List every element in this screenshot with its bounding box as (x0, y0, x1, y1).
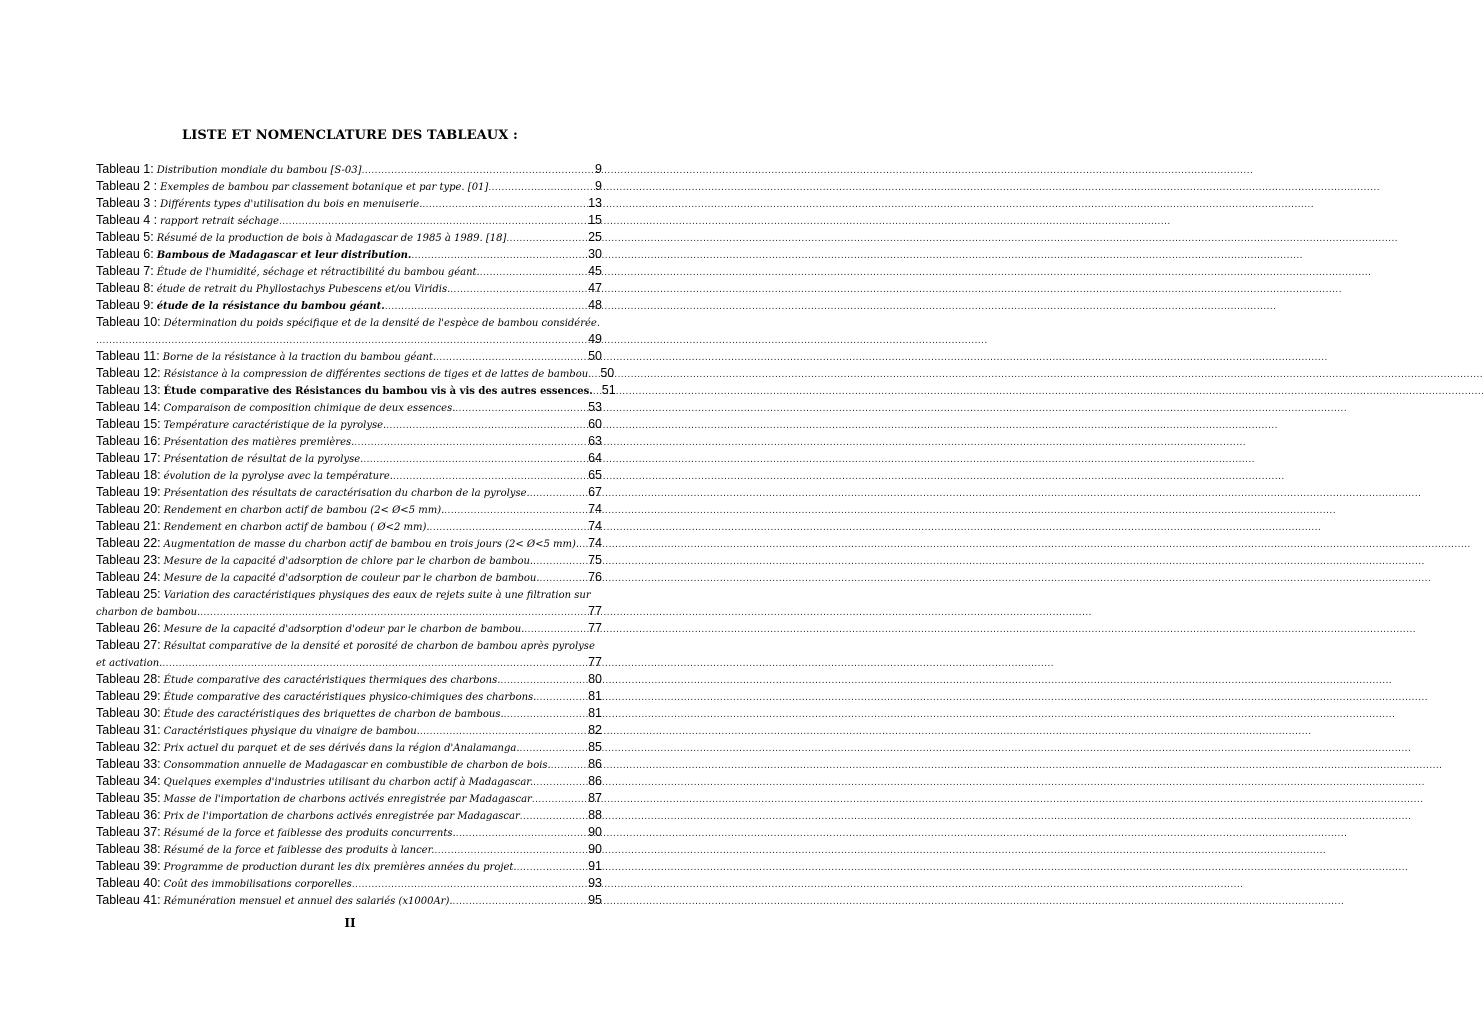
toc-entry-page: 15 (588, 213, 602, 227)
toc-entry-page: 80 (588, 672, 602, 686)
toc-leader-dots (530, 488, 587, 499)
toc-entry-title-continued: charbon de bambou. (96, 607, 201, 618)
toc-entry-page: 85 (588, 740, 602, 754)
toc-entry[interactable] (96, 638, 602, 672)
toc-entry-title: Présentation de résultat de la pyrolyse. (163, 454, 364, 465)
toc-entry-page: 81 (588, 689, 602, 703)
toc-entry[interactable] (96, 349, 602, 366)
toc-entry-title: Augmentation de masse du charbon actif de bambou en trois jours (2< Ø<5 mm). (163, 539, 580, 550)
toc-leader-dots (520, 811, 587, 822)
toc-entry-label: Tableau 3 : (96, 196, 158, 210)
toc-entry[interactable] (96, 434, 602, 451)
toc-leader-dots (517, 862, 588, 873)
toc-entry[interactable] (96, 400, 602, 417)
toc-leader-dots (500, 675, 587, 686)
toc-entry-page: 88 (588, 808, 602, 822)
toc-entry[interactable] (96, 502, 602, 519)
toc-entry-page: 50 (600, 366, 615, 380)
toc-entry-label: Tableau 35: (96, 791, 161, 805)
toc-leader-dots (436, 352, 587, 363)
toc-leader-dots (456, 828, 587, 839)
toc-entry-title: Prix actuel du parquet et de ses dérivés dans la région d'Analamanga. (163, 743, 520, 754)
toc-leader-dots (352, 879, 587, 890)
toc-entry-label: Tableau 20: (96, 502, 161, 516)
toc-leader-dots (551, 760, 587, 771)
toc-entry[interactable] (96, 706, 602, 723)
toc-leader-dots (536, 692, 587, 703)
toc-leader-dots (453, 896, 588, 907)
toc-entry-label: Tableau 32: (96, 740, 161, 754)
toc-entry-page: 77 (588, 655, 602, 669)
toc-entry[interactable] (96, 740, 602, 757)
toc-entry-page: 13 (588, 196, 602, 210)
toc-entry[interactable] (96, 213, 602, 230)
toc-entry-label: Tableau 27: (96, 638, 161, 652)
toc-entry-page: 74 (588, 536, 602, 550)
toc-entry-label: Tableau 33: (96, 757, 161, 771)
toc-entry[interactable] (96, 825, 602, 842)
toc-entry[interactable] (96, 162, 602, 179)
toc-entry-label: Tableau 14: (96, 400, 161, 414)
toc-entry-title: Bambous de Madagascar et leur distribution. (156, 250, 412, 261)
toc-entry-label: Tableau 18: (96, 468, 161, 482)
toc-entry-page: 90 (588, 842, 602, 856)
toc-entry[interactable] (96, 196, 602, 213)
toc-leader-dots (532, 794, 587, 805)
toc-entry-title: Rendement en charbon actif de bambou (2< Ø<5 mm). (163, 505, 445, 516)
toc-entry-page: 25 (588, 230, 602, 244)
toc-entry[interactable] (96, 672, 602, 689)
toc-entry-label: Tableau 39: (96, 859, 161, 873)
toc-entry-label: Tableau 36: (96, 808, 161, 822)
toc-entry-title: Distribution mondiale du bambou [S-03] (156, 165, 362, 176)
toc-entry-page: 45 (588, 264, 602, 278)
toc-entry-title: rapport retrait séchage (160, 216, 279, 227)
toc-entry-title: Coût des immobilisations corporelles (163, 879, 352, 890)
toc-leader-dots (386, 420, 587, 431)
toc-entry-title: Mesure de la capacité d'adsorption de couleur par le charbon de bambou. (163, 573, 540, 584)
toc-entry-label: Tableau 25: (96, 587, 161, 601)
toc-entry-title: Présentation des matières premières. (163, 437, 355, 448)
toc-entry-title: Programme de production durant les dix premières années du projet. (163, 862, 517, 873)
toc-leader-dots (506, 233, 587, 244)
toc-leader-dots (434, 845, 587, 856)
toc-entry-page: 64 (588, 451, 602, 465)
toc-entry-page: 95 (588, 893, 602, 907)
toc-entry-label: Tableau 24: (96, 570, 161, 584)
toc-entry-title: Variation des caractéristiques physiques des eaux de rejets suite à une filtration sur (163, 590, 591, 601)
table-list (96, 162, 616, 910)
toc-leader-dots (354, 437, 587, 448)
toc-entry-label: Tableau 11: (96, 349, 160, 363)
toc-entry-page: 91 (588, 859, 602, 873)
toc-entry[interactable] (96, 808, 602, 825)
toc-entry-title: Prix de l'importation de charbons activés enregistrée par Madagascar (163, 811, 520, 822)
toc-leader-dots (393, 471, 587, 482)
toc-entry-title: Consommation annuelle de Madagascar en combustible de charbon de bois. (163, 760, 551, 771)
toc-entry-title: évolution de la pyrolyse avec la température. (163, 471, 393, 482)
toc-entry-title: Caractéristiques physique du vinaigre de bambou. (163, 726, 420, 737)
toc-entry[interactable] (96, 570, 602, 587)
toc-entry[interactable] (96, 893, 602, 910)
toc-entry[interactable] (96, 485, 602, 502)
toc-entry[interactable] (96, 281, 602, 298)
toc-entry[interactable] (96, 536, 602, 553)
toc-entry-label: Tableau 30: (96, 706, 161, 720)
toc-entry-label: Tableau 38: (96, 842, 161, 856)
toc-leader-dots (411, 250, 587, 261)
toc-entry-page: 53 (588, 400, 602, 414)
toc-entry-page: 9 (595, 162, 602, 176)
toc-entry-title: Étude de l'humidité, séchage et rétractibilité du bambou géant. (156, 267, 480, 278)
toc-entry[interactable] (96, 366, 615, 383)
toc-entry-label: Tableau 4 : (96, 213, 158, 227)
toc-leader-dots (488, 182, 594, 193)
toc-entry-page: 86 (588, 774, 602, 788)
toc-entry[interactable] (96, 315, 602, 349)
toc-leader-dots (593, 386, 601, 397)
toc-entry-label: Tableau 41: (96, 893, 161, 907)
toc-entry-label: Tableau 2 : (96, 179, 158, 193)
toc-entry-page: 77 (588, 621, 602, 635)
toc-entry-label: Tableau 40: (96, 876, 161, 890)
toc-entry[interactable] (96, 859, 602, 876)
toc-leader-dots (591, 369, 599, 380)
toc-entry-label: Tableau 21: (96, 519, 161, 533)
toc-entry-page: 77 (588, 604, 602, 618)
toc-entry-page: 48 (588, 298, 602, 312)
toc-entry[interactable] (96, 723, 602, 740)
toc-entry[interactable] (96, 247, 602, 264)
toc-entry-page: 74 (588, 502, 602, 516)
toc-leader-dots (450, 284, 587, 295)
toc-entry-title: Température caractéristique de la pyrolyse. (163, 420, 387, 431)
toc-entry-title: Étude comparative des caractéristiques thermiques des charbons. (163, 675, 501, 686)
toc-entry-title: Mesure de la capacité d'adsorption d'odeur par le charbon de bambou. (163, 624, 525, 635)
page-number: II (344, 916, 356, 930)
toc-entry-title: Masse de l'importation de charbons activés enregistrée par Madagascar (163, 794, 532, 805)
toc-entry[interactable] (96, 774, 602, 791)
toc-entry[interactable] (96, 621, 602, 638)
toc-leader-dots (200, 607, 587, 618)
toc-entry[interactable] (96, 842, 602, 859)
toc-entry-label: Tableau 31: (96, 723, 161, 737)
toc-entry-page: 30 (588, 247, 602, 261)
toc-entry-label: Tableau 13: (96, 383, 161, 397)
toc-leader-dots (420, 726, 587, 737)
toc-entry-page: 74 (588, 519, 602, 533)
toc-leader-dots (540, 573, 588, 584)
toc-entry[interactable] (96, 298, 602, 315)
toc-entry[interactable] (96, 230, 602, 247)
toc-entry-title: Étude comparative des caractéristiques physico-chimiques des charbons. (163, 692, 537, 703)
toc-entry-title: Présentation des résultats de caractérisation du charbon de la pyrolyse. (163, 488, 530, 499)
toc-entry-label: Tableau 34: (96, 774, 161, 788)
toc-entry-label: Tableau 28: (96, 672, 161, 686)
toc-entry-title: Rémunération mensuel et annuel des salariés (x1000Ar). (163, 896, 453, 907)
toc-entry[interactable] (96, 417, 602, 434)
toc-entry-label: Tableau 12: (96, 366, 161, 380)
toc-entry[interactable] (96, 876, 602, 893)
toc-leader-dots (533, 777, 587, 788)
toc-entry[interactable] (96, 179, 602, 196)
toc-leader-dots (524, 624, 587, 635)
toc-entry-label: Tableau 7: (96, 264, 154, 278)
toc-entry-page: 49 (588, 332, 602, 346)
toc-entry-title: Exemples de bambou par classement botanique et par type. [01] (160, 182, 489, 193)
toc-entry[interactable] (96, 468, 602, 485)
toc-entry-title: Comparaison de composition chimique de deux essences. (163, 403, 456, 414)
toc-entry[interactable] (96, 383, 616, 400)
toc-entry[interactable] (96, 519, 602, 536)
toc-leader-dots (520, 743, 588, 754)
toc-leader-dots (279, 216, 587, 227)
toc-leader-dots (362, 165, 594, 176)
toc-leader-dots (504, 709, 587, 720)
toc-entry-title: Étude comparative des Résistances du bambou vis à vis des autres essences. (163, 386, 593, 397)
toc-leader-dots (422, 199, 587, 210)
toc-entry-label: Tableau 29: (96, 689, 161, 703)
toc-entry-page: 90 (588, 825, 602, 839)
toc-entry-label: Tableau 23: (96, 553, 161, 567)
toc-entry-title: étude de retrait du Phyllostachys Pubescens et/ou Viridis. (156, 284, 451, 295)
toc-entry-label: Tableau 37: (96, 825, 161, 839)
toc-entry-title-continued: et activation. (96, 658, 163, 669)
toc-entry[interactable] (96, 451, 602, 468)
toc-entry-label: Tableau 15: (96, 417, 161, 431)
toc-entry-label: Tableau 19: (96, 485, 161, 499)
toc-leader-dots (430, 522, 588, 533)
toc-leader-dots (533, 556, 587, 567)
toc-entry-label: Tableau 22: (96, 536, 161, 550)
toc-leader-dots (96, 335, 587, 346)
toc-entry[interactable] (96, 757, 602, 774)
toc-entry-page: 65 (588, 468, 602, 482)
toc-entry-title: Résumé de la force et faiblesse des produits concurrents. (163, 828, 456, 839)
toc-entry-label: Tableau 17: (96, 451, 161, 465)
toc-entry-label: Tableau 26: (96, 621, 161, 635)
toc-leader-dots (455, 403, 587, 414)
toc-entry-title: Résultat comparative de la densité et porosité de charbon de bambou après pyrolyse (163, 641, 595, 652)
toc-entry[interactable] (96, 791, 602, 808)
toc-leader-dots (162, 658, 587, 669)
toc-entry-title: Étude des caractéristiques des briquettes de charbon de bambous. (163, 709, 504, 720)
toc-entry-page: 50 (588, 349, 602, 363)
toc-entry-page: 60 (588, 417, 602, 431)
toc-entry-title: Résumé de la force et faiblesse des produits à lancer. (163, 845, 435, 856)
toc-entry-page: 81 (588, 706, 602, 720)
toc-entry-title: Différents types d'utilisation du bois en menuiserie. (160, 199, 423, 210)
toc-entry-label: Tableau 10: (96, 315, 161, 329)
toc-entry-title: Détermination du poids spécifique et de la densité de l'espèce de bambou considérée. (163, 318, 601, 329)
toc-entry-page: 87 (588, 791, 602, 805)
toc-entry-page: 63 (588, 434, 602, 448)
toc-entry-title: étude de la résistance du bambou géant. (156, 301, 385, 312)
toc-entry-page: 47 (588, 281, 602, 295)
toc-entry[interactable] (96, 553, 602, 570)
toc-entry-title: Borne de la résistance à la traction du bambou géant. (162, 352, 437, 363)
toc-entry-label: Tableau 9: (96, 298, 154, 312)
toc-leader-dots (480, 267, 587, 278)
toc-leader-dots (385, 301, 587, 312)
toc-entry-page: 86 (588, 757, 602, 771)
toc-entry-page: 82 (588, 723, 602, 737)
toc-entry-label: Tableau 8: (96, 281, 154, 295)
toc-entry-label: Tableau 5: (96, 230, 154, 244)
toc-entry-title: Résistance à la compression de différentes sections de tiges et de lattes de bambou. (163, 369, 592, 380)
toc-entry-page: 93 (588, 876, 602, 890)
toc-entry-title: Mesure de la capacité d'adsorption de chlore par le charbon de bambou. (163, 556, 534, 567)
toc-entry[interactable] (96, 587, 602, 621)
toc-entry-page: 76 (588, 570, 602, 584)
toc-entry-title: Rendement en charbon actif de bambou ( Ø<2 mm). (163, 522, 430, 533)
toc-entry-page: 51 (601, 383, 616, 397)
toc-entry[interactable] (96, 264, 602, 281)
toc-entry[interactable] (96, 689, 602, 706)
toc-entry-label: Tableau 6: (96, 247, 154, 261)
toc-entry-title: Résumé de la production de bois à Madagascar de 1985 à 1989. [18] (156, 233, 507, 244)
toc-entry-label: Tableau 1: (96, 162, 154, 176)
toc-entry-label: Tableau 16: (96, 434, 161, 448)
toc-entry-page: 75 (588, 553, 602, 567)
toc-leader-dots (444, 505, 587, 516)
toc-entry-title: Quelques exemples d'industries utilisant du charbon actif à Madagascar. (163, 777, 534, 788)
toc-entry-page: 9 (595, 179, 602, 193)
page-title: LISTE ET NOMENCLATURE DES TABLEAUX : (182, 128, 518, 143)
toc-entry-page: 67 (588, 485, 602, 499)
toc-leader-dots (363, 454, 587, 465)
toc-leader-dots (579, 539, 587, 550)
